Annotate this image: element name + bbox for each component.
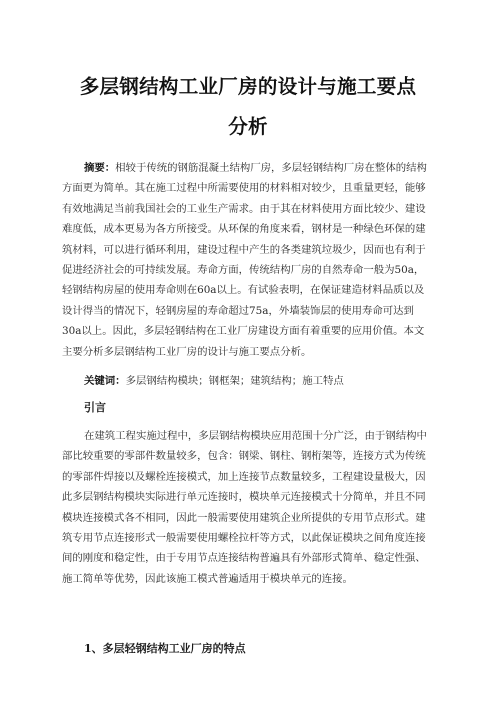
abstract-line-4: 难度低，成本更易为各方所接受。从环保的角度来看，钢材是一种绿色环保的建 xyxy=(62,223,426,236)
abstract-line-1: 摘要：相较于传统的钢筋混凝土结构厂房，多层轻钢结构厂房在整体的结构 xyxy=(84,162,427,174)
intro-line-7: 间的刚度和稳定性，由于专用节点连接结构普遍具有外部形式简单、稳定性强、 xyxy=(62,552,426,565)
abstract xyxy=(62,158,436,362)
paper-title-line-2: 分析 xyxy=(228,115,268,138)
intro-line-2: 部比较重要的零部件数量较多，包含：钢梁、钢柱、钢桁架等，连接方式为传统 xyxy=(62,450,426,463)
abstract-line-9: 30a以上。因此，多层轻钢结构在工业厂房建设方面有着重要的应用价值。本文 xyxy=(62,325,425,338)
abstract-line-10: 主要分析多层钢结构工业厂房的设计与施工要点分析。 xyxy=(62,345,312,358)
intro-line-5: 模块连接模式各不相同，因此一般需要使用建筑企业所提供的专用节点形式。建 xyxy=(62,511,426,524)
intro-heading: 引言 xyxy=(84,401,106,414)
abstract-line-5: 筑材料，可以进行循环利用，建设过程中产生的各类建筑垃圾少，因而也有利于 xyxy=(62,243,426,256)
paper-title-line-1: 多层钢结构工业厂房的设计与施工要点 xyxy=(79,75,417,98)
intro-line-8: 施工简单等优势，因此该施工模式普遍适用于模块单元的连接。 xyxy=(62,572,353,585)
abstract-line-3: 有效地满足当前我国社会的工业生产需求。由于其在材料使用方面比较少、建设 xyxy=(62,202,426,215)
abstract-line-6: 促进经济社会的可持续发展。寿命方面，传统结构厂房的自然寿命一般为50a， xyxy=(62,264,425,277)
section-1-heading: 1、多层轻钢结构工业厂房的特点 xyxy=(84,642,246,655)
abstract-line-8: 设计得当的情况下，轻钢房屋的寿命超过75a，外墙装饰层的使用寿命可达到 xyxy=(62,304,414,317)
intro-body xyxy=(62,426,436,589)
abstract-label: 摘要： xyxy=(84,162,116,174)
abstract-line-7: 轻钢结构房屋的使用寿命则在60a以上。有试验表明，在保证建造材料品质以及 xyxy=(62,284,425,297)
abstract-line-2: 方面更为简单。其在施工过程中所需要使用的材料相对较少，且重量更轻，能够 xyxy=(62,182,426,195)
keywords-label: 关键词： xyxy=(84,375,126,387)
intro-line-6: 筑专用节点连接形式一般需要使用螺栓拉杆等方式，以此保证模块之间角度连接 xyxy=(62,532,426,545)
keywords-text: 多层钢结构模块；钢框架；建筑结构；施工特点 xyxy=(125,375,344,387)
intro-line-3: 的零部件焊接以及螺栓连接模式，加上连接节点数量较多，工程建设量极大，因 xyxy=(62,470,426,483)
keywords xyxy=(62,371,436,391)
intro-line-1: 在建筑工程实施过程中，多层钢结构模块应用范围十分广泛，由于钢结构中 xyxy=(84,430,427,442)
intro-line-4: 此多层钢结构模块实际进行单元连接时，模块单元连接模式十分简单，并且不同 xyxy=(62,491,426,504)
